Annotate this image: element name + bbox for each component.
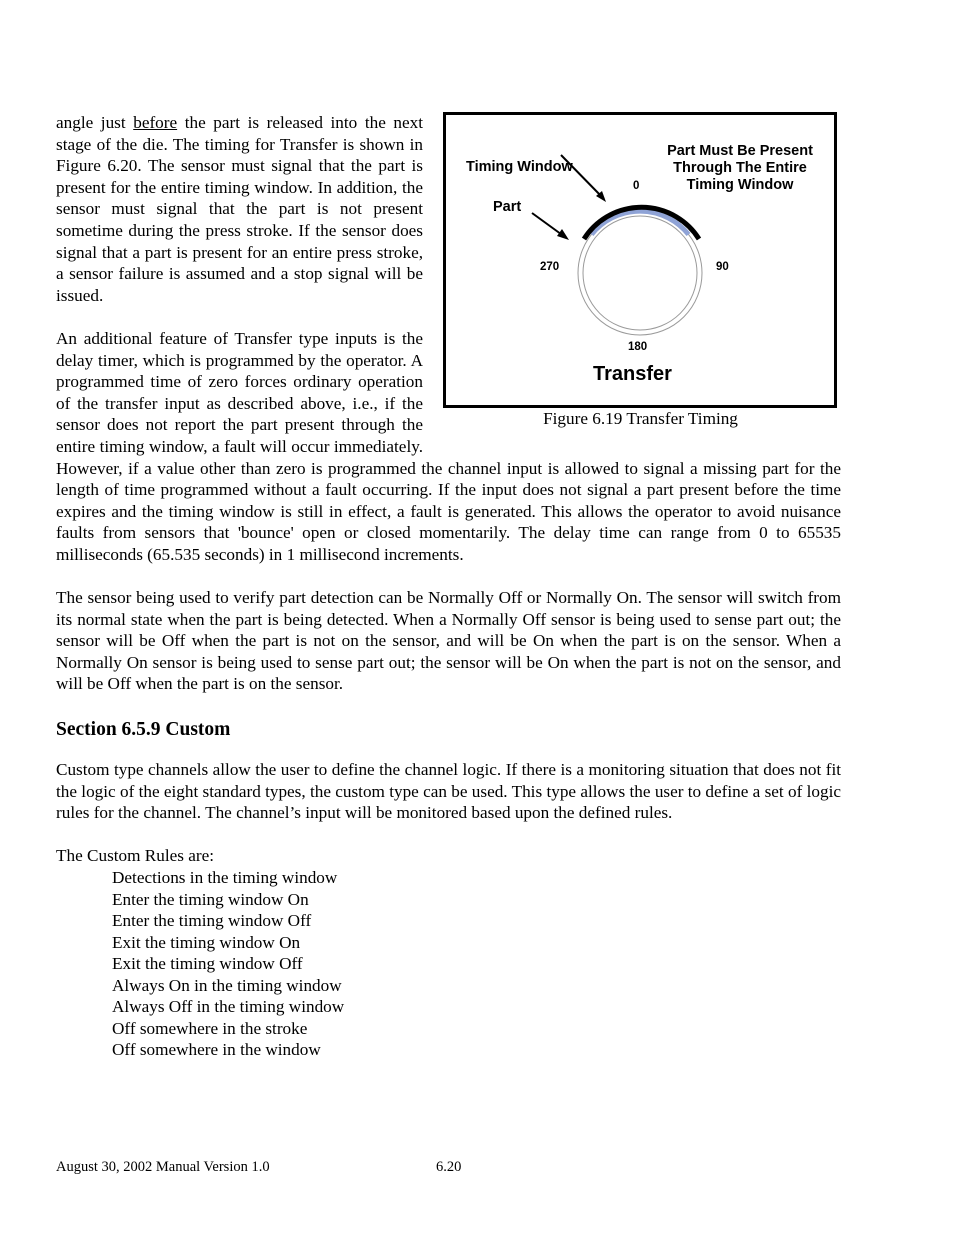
paragraph-delay-timer: An additional feature of Transfer type inputs is the delay timer, which is programmed by the operator. A programmed time of zero forces ordinary operation of the transfer input as described above, i.e., if the sensor does not report the part present through the entire timing window, a fault will occur immediately. However, if a value other than zero is programmed the channel input is allowed to signal a missing part for the length of time programmed without a fault occurring. If the input does not signal a part present before the time expires and the timing window is still in effect, a fault is generated. This allows the operator to avoid nuisance faults from sensors that 'bounce' open or closed momentarily. The delay time can range from 0 to 65535 milliseconds (65.535 seconds) in 1 millisecond increments. bbox=[56, 328, 841, 564]
custom-rules-list bbox=[56, 867, 841, 1061]
part-label: Part bbox=[493, 199, 522, 215]
p1-rest: the part is released into the next stage of the die. The timing for Transfer is shown in Figure 6.20. The sensor must signal that the part is present for the entire timing window. In addition, the sensor must signal that the part is not present sometime during the press stroke. If the sensor does signal that a part is present for an entire press stroke, a sensor failure is assumed and a stop signal will be issued. bbox=[56, 113, 423, 305]
list-item: Exit the timing window Off bbox=[112, 954, 303, 973]
list-item: Enter the timing window Off bbox=[112, 911, 312, 930]
paragraph-sensor-states: The sensor being used to verify part detection can be Normally Off or Normally On. The sensor will switch from its normal state when the part is being detected. When a Normally Off sensor is being used to sense part out; the sensor will be Off when the part is not on the sensor, and will be On when the part is on the sensor. When a Normally On sensor is being used to sense part out; the sensor will be On when the part is not on the sensor, and will be Off when the part is on the sensor. bbox=[56, 588, 841, 694]
list-item: Always Off in the timing window bbox=[112, 997, 345, 1016]
list-item: Detections in the timing window bbox=[112, 868, 338, 887]
timing-window-label: Timing Window bbox=[466, 159, 573, 175]
list-item: Enter the timing window On bbox=[112, 889, 309, 909]
list-item: Always On in the timing window bbox=[112, 975, 342, 995]
figure-caption: Figure 6.19 Transfer Timing bbox=[543, 409, 738, 428]
footer-date-version: August 30, 2002 Manual Version 1.0 bbox=[56, 1159, 270, 1175]
figure-spacer bbox=[441, 112, 841, 440]
p1-lead: angle just bbox=[56, 113, 134, 132]
body-text bbox=[56, 112, 841, 1061]
part-must-be-present-label: Part Must Be Present Through The Entire Timing Window bbox=[667, 143, 813, 193]
degree-90-label: 90 bbox=[716, 261, 729, 273]
section-heading-custom: Section 6.5.9 Custom bbox=[56, 719, 231, 741]
figure-title-transfer: Transfer bbox=[593, 363, 672, 385]
degree-0-label: 0 bbox=[633, 180, 640, 192]
footer-page-number: 6.20 bbox=[436, 1159, 462, 1175]
custom-rules-intro: The Custom Rules are: bbox=[56, 846, 215, 866]
underlined-before: before bbox=[133, 113, 178, 132]
degree-180-label: 180 bbox=[628, 341, 648, 353]
list-item: Off somewhere in the window bbox=[112, 1040, 321, 1059]
list-item: Exit the timing window On bbox=[112, 932, 301, 952]
list-item: Off somewhere in the stroke bbox=[112, 1018, 308, 1038]
degree-270-label: 270 bbox=[540, 261, 560, 273]
paragraph-custom-type: Custom type channels allow the user to define the channel logic. If there is a monitoring situation that does not fit the logic of the eight standard types, the custom type can be used. This type allows the user to define a set of logic rules for the channel. The channel’s input will be monitored based upon the defined rules. bbox=[56, 760, 841, 823]
